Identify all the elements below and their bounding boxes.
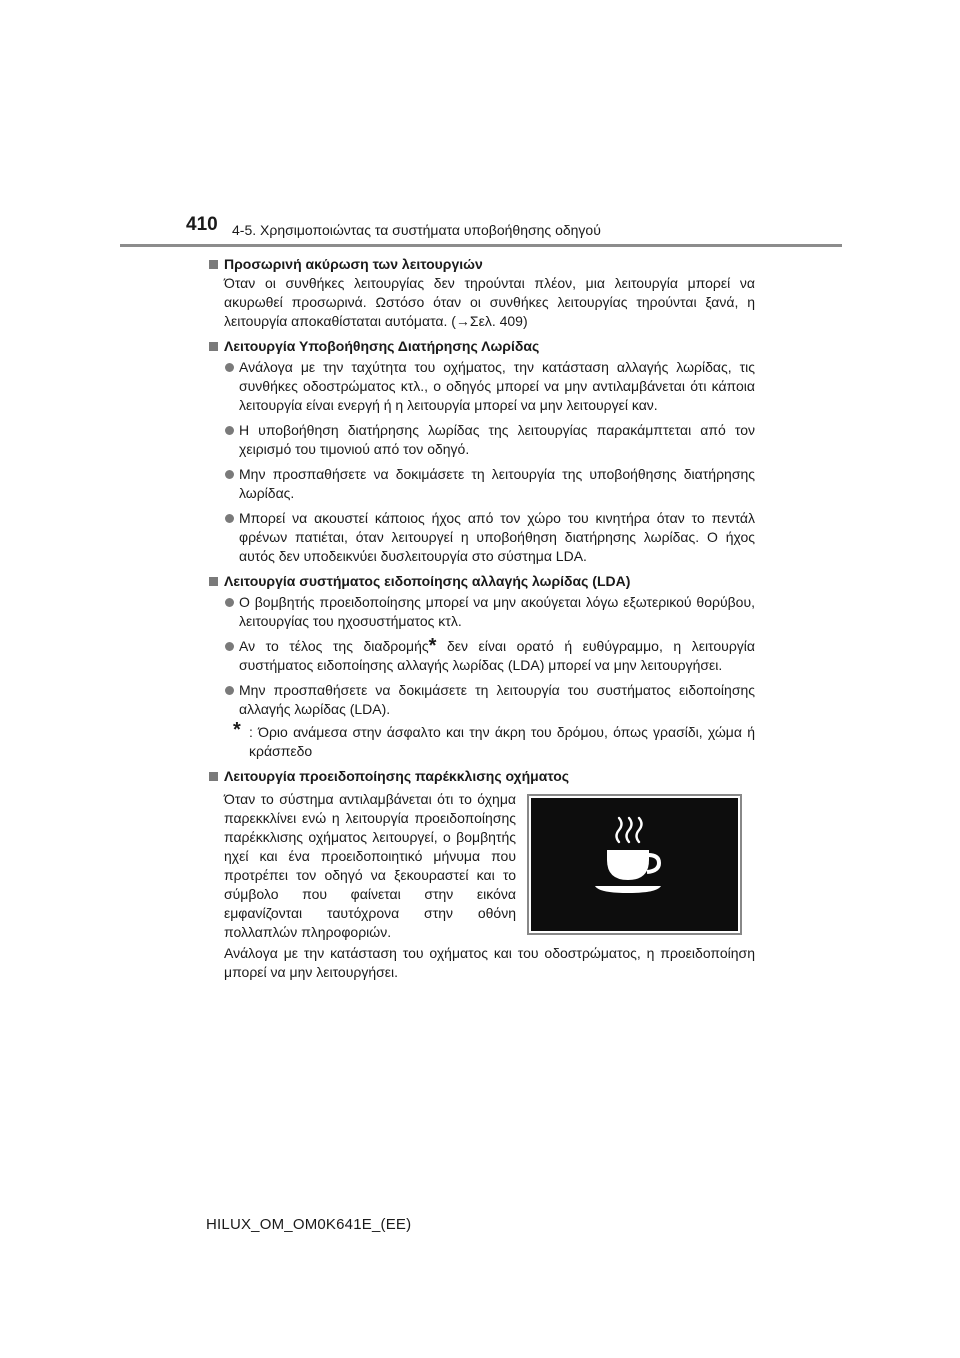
- list-item: Μπορεί να ακουστεί κάποιος ήχος από τον χώρο του κινητήρα όταν το πεντάλ φρένων πατιέται, όταν λειτουργεί η υποβοήθηση διατήρησης λωρίδας. Ο ήχος αυτός δεν υποδεικνύει δυσλειτουργία στο σύστημα LDA.: [209, 509, 755, 566]
- display-screen: [531, 798, 738, 931]
- round-bullet-icon: [225, 363, 234, 372]
- list-item: Μην προσπαθήσετε να δοκιμάσετε τη λειτουργία του συστήματος ειδοποίησης αλλαγής λωρίδας (LDA).: [209, 681, 755, 719]
- round-bullet-icon: [225, 470, 234, 479]
- list-item: Ο βομβητής προειδοποίησης μπορεί να μην ακούγεται λόγω εξωτερικού θορύβου, λειτουργίας του ηχοσυστήματος κτλ.: [209, 593, 755, 631]
- section-heading: [209, 572, 755, 591]
- section-title-temporary-cancel: Προσωρινή ακύρωση των λειτουργιών: [224, 256, 483, 272]
- document-code: HILUX_OM_OM0K641E_(EE): [206, 1216, 412, 1233]
- section-body: Όταν οι συνθήκες λειτουργίας δεν τηρούνται πλέον, μια λειτουργία μπορεί να ακυρωθεί προσωρινά. Ωστόσο όταν οι συνθήκες λειτουργίας τηρούνται ξανά, η λειτουργία αποκαθίσταται αυτόματα. (→Σελ. 409): [224, 275, 755, 329]
- section-body: Ανάλογα με την κατάσταση του οχήματος και του οδοστρώματος, η προειδοποίηση μπορεί να μην λειτουργήσει.: [224, 945, 755, 980]
- round-bullet-icon: [225, 514, 234, 523]
- section-body: Όταν το σύστημα αντιλαμβάνεται ότι το όχημα παρεκκλίνει ενώ η λειτουργία προειδοποίησης παρέκκλισης οχήματος λειτουργεί, ο βομβητής ηχεί και ένα προειδοποιητικό μήνυμα που προτρέπει τον οδηγό να ξεκουραστεί και το σύμβολο που φαίνεται στην εικόνα εμφανίζονται ταυτόχρονα στην οθόνη πολλαπλών πληροφοριών.: [224, 791, 516, 940]
- square-bullet-icon: [209, 772, 218, 781]
- coffee-cup-icon: [531, 798, 738, 931]
- list-item: Η υποβοήθηση διατήρησης λωρίδας της λειτουργίας παρακάμπτεται από τον χειρισμό του τιμονιού από τον οδηγό.: [209, 421, 755, 459]
- sway-warning-block: [209, 790, 755, 942]
- section-title-lane-keep-assist: Λειτουργία Υποβοήθησης Διατήρησης Λωρίδας: [224, 338, 540, 354]
- round-bullet-icon: [225, 686, 234, 695]
- section-title-sway-warning: Λειτουργία προειδοποίησης παρέκκλισης οχήματος: [224, 768, 570, 784]
- round-bullet-icon: [225, 426, 234, 435]
- list-item: Μην προσπαθήσετε να δοκιμάσετε τη λειτουργία της υποβοήθησης διατήρησης λωρίδας.: [209, 465, 755, 503]
- page-content: [209, 255, 755, 982]
- page-number: 410: [186, 214, 218, 235]
- list-item: Ανάλογα με την ταχύτητα του οχήματος, την κατάσταση αλλαγής λωρίδας, τις συνθήκες οδοστρώματος κτλ., ο οδηγός μπορεί να μην αντιλαμβάνεται ότι κάποια λειτουργία είναι ενεργή ή η λειτουργία μπορεί να μην λειτουργεί καν.: [209, 358, 755, 415]
- round-bullet-icon: [225, 642, 234, 651]
- footnote-text: : Όριο ανάμεσα στην άσφαλτο και την άκρη του δρόμου, όπως γρασίδι, χώμα ή κράσπεδο: [249, 724, 755, 759]
- section-heading: [209, 337, 755, 356]
- header-divider: [120, 244, 842, 247]
- square-bullet-icon: [209, 260, 218, 269]
- section-heading: [209, 255, 755, 274]
- square-bullet-icon: [209, 577, 218, 586]
- footnote-marker: *: [428, 635, 437, 657]
- round-bullet-icon: [225, 598, 234, 607]
- multi-info-display-illustration: [527, 794, 742, 935]
- footnote-star: *: [233, 719, 241, 741]
- square-bullet-icon: [209, 342, 218, 351]
- chapter-title: 4-5. Χρησιμοποιώντας τα συστήματα υποβοήθησης οδηγού: [232, 222, 601, 238]
- list-item: Αν το τέλος της διαδρομής* δεν είναι ορατό ή ευθύγραμμο, η λειτουργία συστήματος ειδοποίησης αλλαγής λωρίδας (LDA) μπορεί να μην λειτουργήσει.: [209, 637, 755, 675]
- footnote: [209, 719, 755, 761]
- section-title-lda: Λειτουργία συστήματος ειδοποίησης αλλαγής λωρίδας (LDA): [224, 573, 631, 589]
- section-heading: [209, 767, 755, 786]
